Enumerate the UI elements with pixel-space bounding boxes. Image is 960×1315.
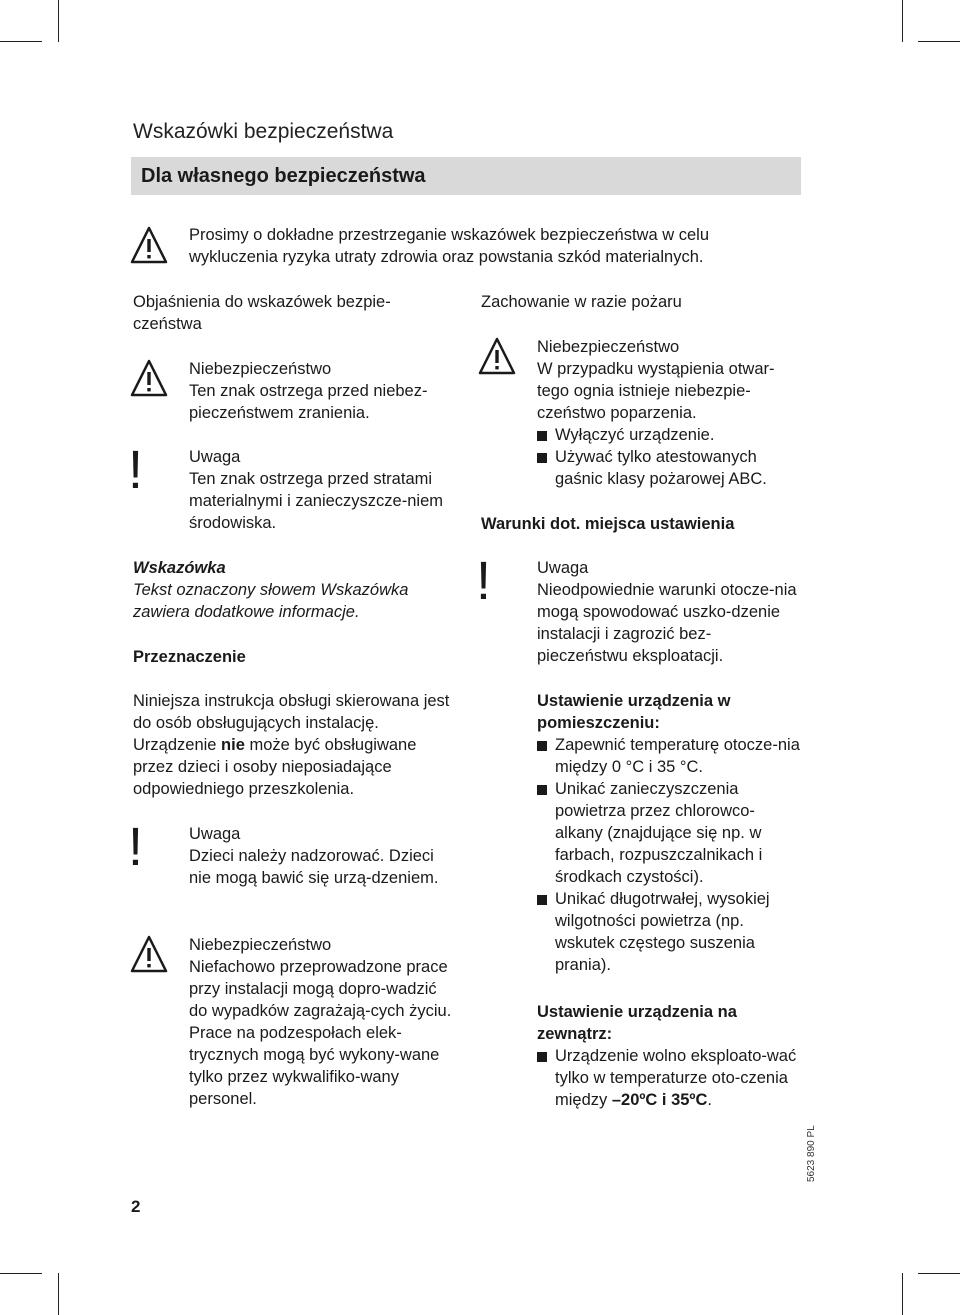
purpose-text-part: może być obsługiwane przez dzieci i osoby nieposiadające odpowiedniego przeszkolenia. [133,736,417,798]
list-item: Wyłączyć urządzenie. [537,424,802,446]
page-title: Wskazówki bezpieczeństwa [133,120,394,143]
list-item: Unikać długotrwałej, wysokiej wilgotności powietrza (np. wskutek częstego suszenia prania). [537,888,802,976]
outdoor-list-container [537,1045,802,1111]
site-label: Uwaga [537,559,589,577]
indoor-bullet-list [537,734,802,976]
indoor-heading: Ustawienie urządzenia w pomieszczeniu: [537,692,731,732]
fire-danger [537,336,802,490]
section-banner [131,157,801,195]
children-label: Uwaga [189,825,241,843]
warning-triangle-icon [478,336,516,376]
indoor-list-container [537,734,802,976]
explanations-heading [133,291,453,335]
warning-triangle-icon [130,358,168,398]
explanations-heading-line: Objaśnienia do wskazówek bezpie- [133,293,391,311]
outdoor-heading: Ustawienie urządzenia na zewnątrz: [537,1003,737,1043]
note-label: Wskazówka [133,559,226,577]
site-heading: Warunki dot. miejsca ustawienia [481,515,735,533]
fire-bullet-list [537,424,802,490]
outdoor-temperature: –20ºC i 35ºC [611,1091,708,1109]
purpose-paragraph [133,734,451,800]
danger2-text: Niefachowo przeprowadzone prace przy instalacji mogą dopro-wadzić do wypadków zagrażają-cych życiu. [189,958,452,1020]
danger2-label: Niebezpieczeństwo [189,936,332,954]
danger-text: Ten znak ostrzega przed niebez-pieczeństwem zranienia. [189,382,428,422]
list-item: Zapewnić temperaturę otocze-nia między 0 °C i 35 °C. [537,734,802,778]
purpose-paragraph: Niniejsza instrukcja obsługi skierowana jest do osób obsługujących instalację. [133,692,450,732]
attention-label: Uwaga [189,448,241,466]
crop-mark [918,41,960,42]
site-text: Nieodpowiednie warunki otocze-nia mogą spowodować uszko-dzenie instalacji i zagrozić bez-pieczeństwu eksploatacji. [537,581,797,665]
site-warning [537,557,802,667]
list-item: Używać tylko atestowanych gaśnic klasy pożarowej ABC. [537,446,802,490]
warning-triangle-icon [130,225,168,265]
crop-mark [0,41,42,42]
note-block [133,557,453,623]
crop-mark [902,1273,903,1315]
outdoor-text-part: Urządzenie wolno eksploato-wać tylko w temperaturze oto-czenia między [555,1047,797,1109]
fire-text: W przypadku wystąpienia otwar-tego ognia istnieje niebezpie-czeństwo poparzenia. [537,360,775,422]
purpose-text-part: Urządzenie [133,736,222,754]
attention-text: Ten znak ostrzega przed stratami materialnymi i zanieczyszcze-niem środowiska. [189,470,443,532]
danger-label: Niebezpieczeństwo [189,360,332,378]
purpose-heading: Przeznaczenie [133,648,246,666]
list-item: Unikać zanieczyszczenia powietrza przez chlorowco-alkany (znajdujące się np. w farbach, rozpuszczalnikach i środkach czystości). [537,778,802,888]
list-item [537,1045,802,1111]
page-number: 2 [131,1197,141,1216]
crop-mark [58,0,59,42]
explanations-heading-line: czeństwa [133,315,202,333]
exclamation-icon: ! [476,551,492,611]
children-warning [189,823,454,889]
note-text: Tekst oznaczony słowem Wskazówka zawiera dodatkowe informacje. [133,581,409,621]
danger2-text: Prace na podzespołach elek-trycznych mogą być wykony-wane tylko przez wykwalifiko-wany personel. [189,1024,440,1108]
crop-mark [58,1273,59,1315]
exclamation-icon: ! [128,440,144,500]
installation-danger [189,934,454,1110]
danger-explanation [189,358,459,424]
banner-title: Dla własnego bezpieczeństwa [141,165,426,187]
purpose-text [133,690,451,800]
outdoor-text-part: . [707,1091,712,1109]
attention-explanation [189,446,459,534]
crop-mark [902,0,903,42]
outdoor-bullet-list [537,1045,802,1111]
crop-mark [0,1273,42,1274]
intro-text: Prosimy o dokładne przestrzeganie wskazówek bezpieczeństwa w celu wykluczenia ryzyka utraty zdrowia oraz powstania szkód materialnych. [189,226,709,266]
warning-triangle-icon [130,934,168,974]
document-id: 5623 890 PL [806,1125,817,1182]
purpose-emphasis: nie [221,736,245,754]
children-text: Dzieci należy nadzorować. Dzieci nie mogą bawić się urzą-dzeniem. [189,847,439,887]
fire-label: Niebezpieczeństwo [537,338,680,356]
exclamation-icon: ! [128,817,144,877]
fire-heading: Zachowanie w razie pożaru [481,293,682,311]
crop-mark [918,1273,960,1274]
